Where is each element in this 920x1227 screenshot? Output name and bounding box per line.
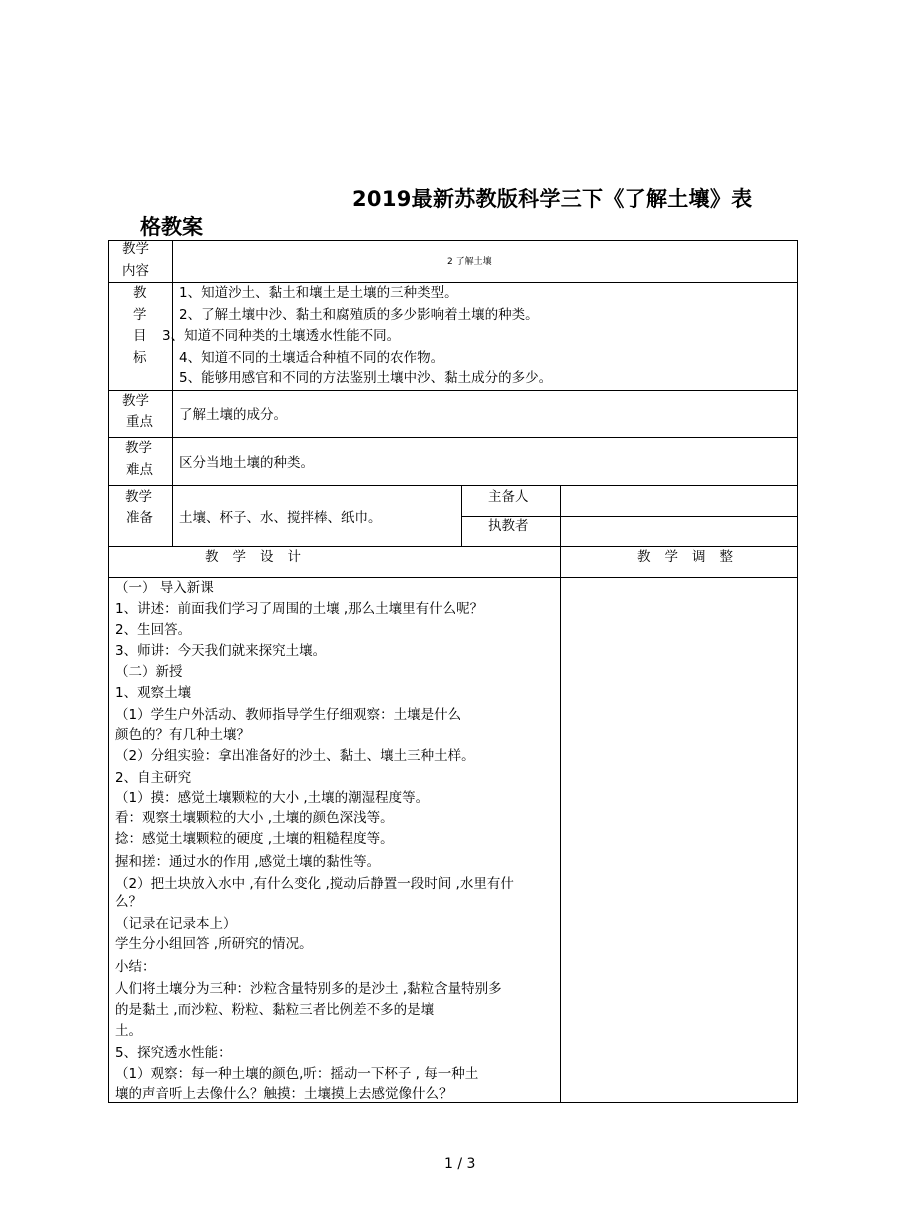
design-line: 3、师讲：今天我们就来探究土壤。 (115, 643, 327, 659)
design-line: 的是黏土 ,而沙粒、粉粒、黏粒三者比例差不多的是壤 (115, 1002, 435, 1018)
document-title-line2: 格教案 (140, 215, 203, 239)
main-preparer-label: 主备人 (488, 489, 529, 505)
design-column-header: 教学设计 (205, 549, 315, 565)
goals-label-char4: 标 (133, 350, 147, 366)
difficulty-label-line2: 难点 (126, 462, 153, 478)
design-line: （二）新授 (115, 664, 183, 680)
prep-column-divider (461, 485, 462, 546)
design-line: 人们将土壤分为三种：沙粒含量特别多的是沙土 ,黏粒含量特别多 (115, 981, 502, 997)
row-divider (108, 485, 798, 486)
design-line: 么？ (115, 894, 142, 910)
row-divider (108, 282, 798, 283)
content-label-line1: 教学 (122, 241, 149, 257)
design-line: （记录在记录本上） (115, 916, 237, 932)
design-line: （1）摸：感觉土壤颗粒的大小 ,土壤的潮湿程度等。 (115, 790, 430, 806)
design-line: 壤的声音听上去像什么？触摸：土壤摸上去感觉像什么？ (115, 1086, 453, 1102)
label-column-divider (172, 240, 173, 546)
design-line: （1）观察：每一种土壤的颜色,听：摇动一下杯子 , 每一种土 (115, 1066, 479, 1082)
row-divider (461, 516, 798, 517)
goal-item: 5、能够用感官和不同的方法鉴别土壤中沙、黏土成分的多少。 (179, 370, 553, 386)
design-line: 土。 (115, 1023, 142, 1039)
table-top-border (108, 240, 798, 241)
row-divider (108, 390, 798, 391)
row-divider (108, 546, 798, 547)
design-line: 1、观察土壤 (115, 685, 192, 701)
teacher-label: 执教者 (488, 518, 529, 534)
row-divider (108, 437, 798, 438)
key-point-label-line2: 重点 (126, 414, 153, 430)
design-line: 5、探究透水性能： (115, 1045, 232, 1061)
preparation-value: 土壤、杯子、水、搅拌棒、纸巾。 (179, 510, 382, 526)
design-line: 握和搓：通过水的作用 ,感觉土壤的黏性等。 (115, 854, 381, 870)
preparation-label-line2: 准备 (126, 510, 153, 526)
adjust-column-divider (560, 485, 561, 1103)
table-right-border (797, 240, 798, 1103)
adjust-column-header: 教学调整 (637, 549, 747, 565)
goals-label-char2: 学 (133, 307, 147, 323)
design-line: 看：观察土壤颗粒的大小 ,土壤的颜色深浅等。 (115, 810, 394, 826)
page-number: 1 / 3 (444, 1156, 476, 1172)
goals-label-char3: 目 (133, 328, 147, 344)
goal-item: 4、知道不同的土壤适合种植不同的农作物。 (179, 350, 445, 366)
difficulty-value: 区分当地土壤的种类。 (179, 455, 314, 471)
design-line: 小结： (115, 959, 156, 975)
row-divider (108, 577, 798, 578)
design-line: （2）分组实验：拿出准备好的沙土、黏土、壤土三种土样。 (115, 748, 475, 764)
document-title-line1: 2019最新苏教版科学三下《了解土壤》表 (352, 187, 753, 211)
design-line: 学生分小组回答 ,所研究的情况。 (115, 936, 313, 952)
design-line: 2、生回答。 (115, 622, 192, 638)
design-line: 1、讲述：前面我们学习了周围的土壤 ,那么土壤里有什么呢？ (115, 601, 484, 617)
design-line: （1）学生户外活动、教师指导学生仔细观察：土壤是什么 (115, 707, 462, 723)
goal-item: 3、知道不同种类的土壤透水性能不同。 (162, 328, 401, 344)
design-line: 颜色的？有几种土壤？ (115, 727, 250, 743)
goal-item: 1、知道沙土、黏土和壤土是土壤的三种类型。 (179, 285, 458, 301)
preparation-label-line1: 教学 (125, 489, 152, 505)
table-bottom-border (108, 1102, 798, 1103)
goals-label-char1: 教 (133, 285, 147, 301)
difficulty-label-line1: 教学 (125, 440, 152, 456)
design-line: 捻：感觉土壤颗粒的硬度 ,土壤的粗糙程度等。 (115, 831, 394, 847)
design-line: 2、自主研究 (115, 770, 192, 786)
design-line: （2）把土块放入水中 ,有什么变化 ,搅动后静置一段时间 ,水里有什 (115, 876, 514, 892)
key-point-label-line1: 教学 (122, 393, 149, 409)
table-left-border (108, 240, 109, 1103)
key-point-value: 了解土壤的成分。 (179, 407, 287, 423)
goal-item: 2、了解土壤中沙、黏土和腐殖质的多少影响着土壤的种类。 (179, 307, 539, 323)
design-line: （一） 导入新课 (115, 580, 214, 596)
content-label-line2: 内容 (122, 263, 149, 279)
content-value: 2 了解土壤 (447, 257, 492, 267)
